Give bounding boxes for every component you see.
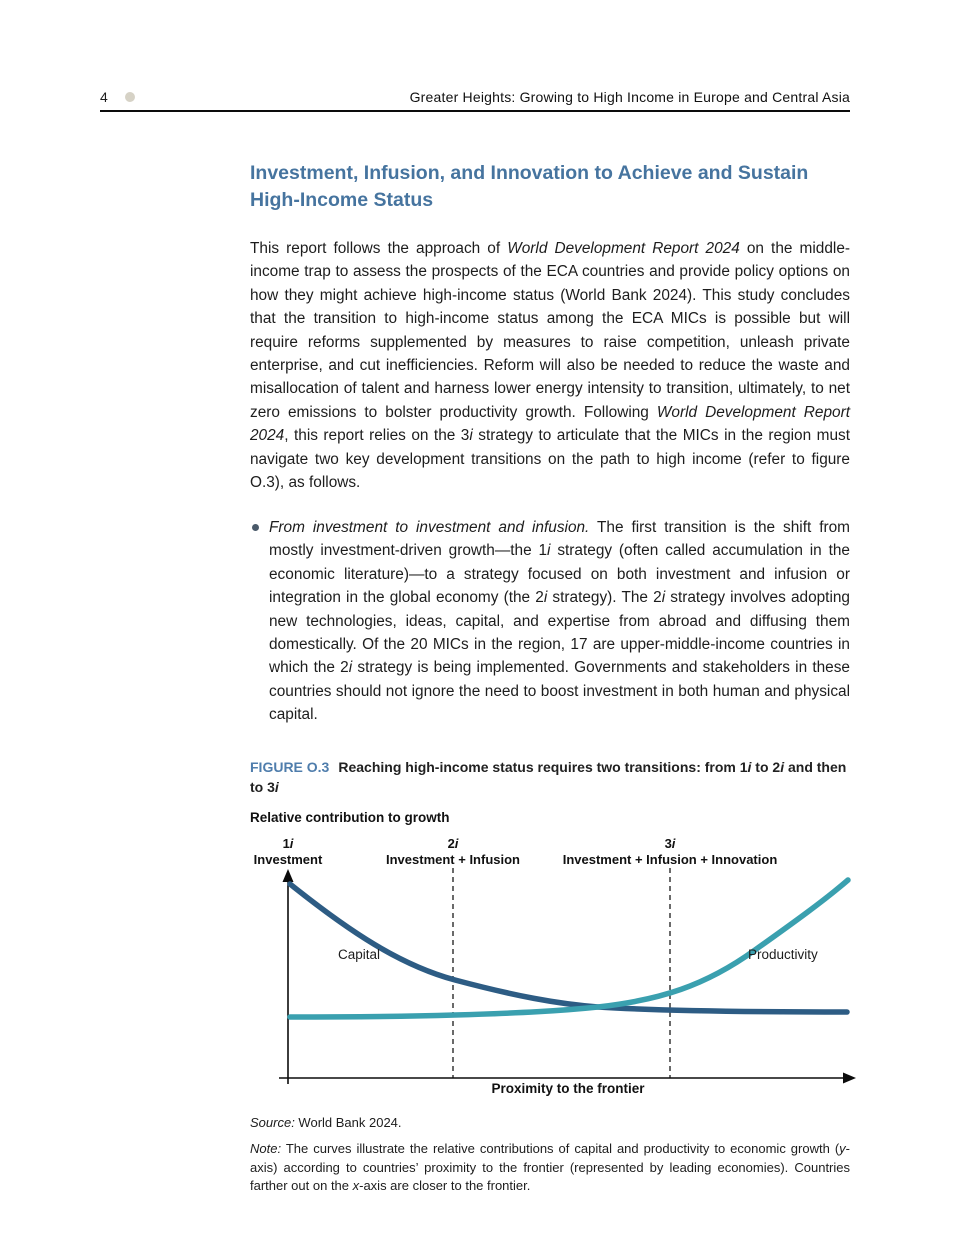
bullet-text: From investment to investment and infusion. The first transition is the shift from mostly investment-driven growth—the 1i strategy (often called accumulation in the economic literature)—to a strategy focused on both investment and infusion or integration in the global economy (the 2i strategy). The 2i strategy involves adopting new technologies, ideas, capital, and expertise from abroad and diffusing them domestically. Of the 20 MICs in the region, 17 are upper-middle-income countries in which the 2i strategy is being implemented. Governments and stakeholders in these countries should not ignore the need to boost investment in both human and physical capital. [269, 519, 850, 724]
list-item [250, 516, 850, 727]
figure-label: FIGURE O.3 [250, 759, 330, 775]
y-axis-arrow-icon [283, 869, 294, 882]
capital-series-label: Capital [338, 947, 381, 962]
section-heading: Investment, Infusion, and Innovation to Achieve and Sustain High-Income Status [250, 162, 809, 211]
stage-1i-text: Investment [253, 851, 323, 867]
bullet-icon [252, 524, 259, 531]
figure-caption [250, 757, 850, 797]
stage-3i-number: 3i [664, 836, 676, 851]
bullet-list [250, 516, 850, 727]
chart-y-axis-title: Relative contribution to growth [250, 810, 450, 825]
stage-label-1i [254, 836, 323, 867]
figure-chart [250, 836, 865, 1108]
stage-1i-number: 1i [282, 836, 294, 851]
chart-canvas [250, 866, 865, 1090]
figure-source: Source: World Bank 2024. [250, 1115, 402, 1130]
page-header [100, 89, 850, 105]
header-rule [100, 110, 850, 112]
stage-label-3i [563, 836, 778, 867]
body-paragraph: This report follows the approach of World Development Report 2024 on the middle-income trap to assess the prospects of the ECA countries and provide policy options on how they might achieve high-income status (World Bank 2024). This study concludes that the transition to high-income status among the ECA MICs is possible but will require reforms supplemented by measures to raise competition, unleash private enterprise, and cut inefficiencies. Reform will also be needed to reduce the waste and misallocation of talent and harness lower energy intensity to transition, ultimately, to net zero emissions to bolster productivity growth. Following World Development Report 2024, this report relies on the 3i strategy to articulate that the MICs in the region must navigate two key development transitions on the path to high income (refer to figure O.3), as follows. [250, 240, 851, 492]
header-dot-icon [125, 92, 135, 102]
productivity-series-label: Productivity [748, 947, 818, 962]
stage-label-2i [386, 836, 520, 867]
stage-2i-text: Investment + Infusion [386, 851, 520, 867]
figure-note: Note: The curves illustrate the relative contributions of capital and productivity to economic growth (y-axis) according to countries’ proximity to the frontier (represented by leading economies). Countries farther out on the x-axis are closer to the frontier. [250, 1141, 850, 1194]
stage-3i-text: Investment + Infusion + Innovation [562, 851, 778, 867]
stage-2i-number: 2i [447, 836, 459, 851]
chart-x-axis-title: Proximity to the frontier [491, 1081, 645, 1096]
page-number: 4 [100, 89, 108, 105]
figure-title: Reaching high-income status requires two transitions: from 1i to 2i and then to 3i [250, 759, 847, 795]
running-title: Greater Heights: Growing to High Income in Europe and Central Asia [409, 89, 850, 105]
x-axis-arrow-icon [843, 1073, 856, 1084]
